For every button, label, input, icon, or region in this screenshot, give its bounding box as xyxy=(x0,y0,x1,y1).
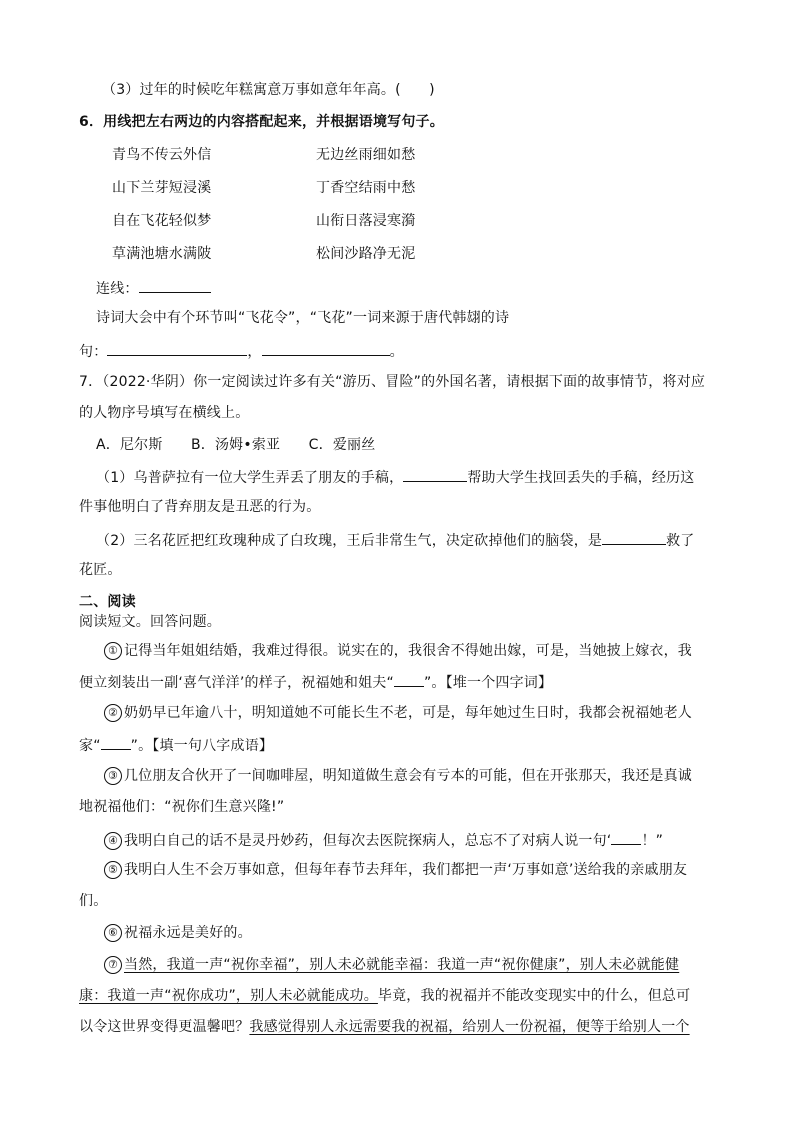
section-heading: 二、阅读 xyxy=(79,594,136,610)
q6-left-item: 山下兰芽短浸溪 xyxy=(112,180,212,196)
q6-left-item: 自在飞花轻似梦 xyxy=(112,213,212,229)
q7-line2: 的人物序号填写在横线上。 xyxy=(79,405,250,421)
q7-item2-row1 xyxy=(96,529,695,551)
paragraph-number-6: ⑥ xyxy=(104,924,122,942)
paragraph-number-7: ⑦ xyxy=(104,956,122,974)
p2-blank[interactable] xyxy=(101,734,131,750)
q6-context-line: 诗词大会中有个环节叫“飞花令”，“飞花”一词来源于唐代韩翃的诗 xyxy=(96,310,510,326)
q6-right-item: 无边丝雨细如愁 xyxy=(316,147,416,163)
passage-p2-line2 xyxy=(79,734,273,756)
passage-p7-line2 xyxy=(79,986,690,1006)
passage-p5-line2: 们。 xyxy=(79,893,108,909)
p2-text: 奶奶早已年逾八十，明知道她不可能长生不老，可是，每年她过生日时，我都会祝福她老人 xyxy=(124,705,692,721)
q6-period: 。 xyxy=(389,344,404,360)
p7-text-2: 以令这世界变得更温馨吧？ xyxy=(79,1019,250,1035)
q6-comma: ， xyxy=(247,344,262,360)
q6-right-item: 松间沙路净无泥 xyxy=(316,246,416,262)
passage-p1-line1 xyxy=(104,641,692,661)
passage-p6-line1 xyxy=(104,923,252,943)
q6-link-blank[interactable] xyxy=(139,277,211,293)
q6-sentence-row xyxy=(79,340,404,362)
paragraph-number-5: ⑤ xyxy=(104,861,122,879)
q7-line1: 7．（2022·华阴）你一定阅读过许多有关“游历、冒险”的外国名著，请根据下面的故事情节，将对应 xyxy=(79,374,706,390)
paragraph-number-1: ① xyxy=(104,642,122,660)
p4-text-a: 我明白自己的话不是灵丹妙药，但每次去医院探病人，总忘不了对病人说一句‘ xyxy=(124,833,612,849)
q7-item2-text-a: （2）三名花匠把红玫瑰种成了白玫瑰，王后非常生气，决定砍掉他们的脑袋，是 xyxy=(96,533,603,549)
p1-blank[interactable] xyxy=(394,671,424,687)
q7-item1-row2: 件事他明白了背弃朋友是丑恶的行为。 xyxy=(79,499,321,515)
section-intro: 阅读短文。回答问题。 xyxy=(79,614,221,630)
paragraph-number-2: ② xyxy=(104,704,122,722)
q6-left-item: 青鸟不传云外信 xyxy=(112,147,212,163)
passage-p2-line1 xyxy=(104,703,692,723)
q7-options: A．尼尔斯 B．汤姆•索亚 C．爱丽丝 xyxy=(96,437,376,453)
p3-text: 几位朋友合伙开了一间咖啡屋，明知道做生意会有亏本的可能，但在开张那天，我还是真诚 xyxy=(124,768,692,784)
passage-p3-line2: 地祝福他们：“祝你们生意兴隆!” xyxy=(79,799,285,815)
passage-p3-line1 xyxy=(104,766,692,786)
p4-blank[interactable] xyxy=(611,829,641,845)
q7-item1-row1 xyxy=(96,466,695,488)
p4-text-b: ！” xyxy=(641,833,664,849)
q6-left-item: 草满池塘水满陂 xyxy=(112,246,212,262)
q6-right-item: 丁香空结雨中愁 xyxy=(316,180,416,196)
p1-text-a: 便立刻装出一副‘喜气洋洋’的样子，祝福她和姐夫“ xyxy=(79,675,394,691)
p5-text: 我明白人生不会万事如意，但每年春节去拜年，我们都把一声‘万事如意’送给我的亲戚朋友 xyxy=(124,862,688,878)
q7-item2-text-b: 救了 xyxy=(666,533,695,549)
p1-text: 记得当年姐姐结婚，我难过得很。说实在的，我很舍不得她出嫁，可是，当她披上嫁衣，我 xyxy=(124,643,692,659)
passage-p4-line1 xyxy=(104,829,663,851)
q6-sentence-blank-1[interactable] xyxy=(107,340,247,356)
p7-underlined-text-3: 我感觉得别人永远需要我的祝福，给别人一份祝福，便等于给别人一个 xyxy=(249,1019,690,1035)
q6-right-item: 山衔日落浸寒漪 xyxy=(316,213,416,229)
q6-link-label: 连线： xyxy=(96,281,139,297)
p7-text: 毕竟，我的祝福并不能改变现实中的什么，但总可 xyxy=(377,988,691,1004)
paragraph-number-4: ④ xyxy=(104,832,122,850)
q6-sentence-label: 句： xyxy=(79,344,108,360)
q6-title: 6．用线把左右两边的内容搭配起来，并根据语境写句子。 xyxy=(79,114,444,130)
p7-underlined-text: 当然，我道一声“祝你幸福”，别人未必就能幸福：我道一声“祝你健康”，别人未必就能健 xyxy=(124,957,680,973)
q7-item1-text-a: （1）乌普萨拉有一位大学生弄丢了朋友的手稿， xyxy=(96,470,404,486)
p1-text-b: ”。【堆一个四字词】 xyxy=(423,675,553,691)
p7-underlined-text-2: 康：我道一声“祝你成功”，别人未必就能成功。 xyxy=(79,988,378,1004)
p2-text-a: 家“ xyxy=(79,738,101,754)
passage-p7-line3 xyxy=(79,1017,690,1037)
passage-p5-line1 xyxy=(104,860,687,880)
passage-p1-line2 xyxy=(79,671,552,693)
q6-sentence-blank-2[interactable] xyxy=(262,340,390,356)
q7-item1-blank[interactable] xyxy=(403,466,467,482)
q6-link-row xyxy=(96,277,211,299)
q7-item2-row2: 花匠。 xyxy=(79,562,122,578)
paragraph-number-3: ③ xyxy=(104,767,122,785)
q7-item1-text-b: 帮助大学生找回丢失的手稿，经历这 xyxy=(467,470,695,486)
passage-p7-line1 xyxy=(104,955,679,975)
p6-text: 祝福永远是美好的。 xyxy=(124,925,252,941)
q5-item3: （3）过年的时候吃年糕寓意万事如意年年高。( ) xyxy=(102,82,435,98)
p2-text-b: ”。【填一句八字成语】 xyxy=(130,738,274,754)
q7-item2-blank[interactable] xyxy=(602,529,666,545)
